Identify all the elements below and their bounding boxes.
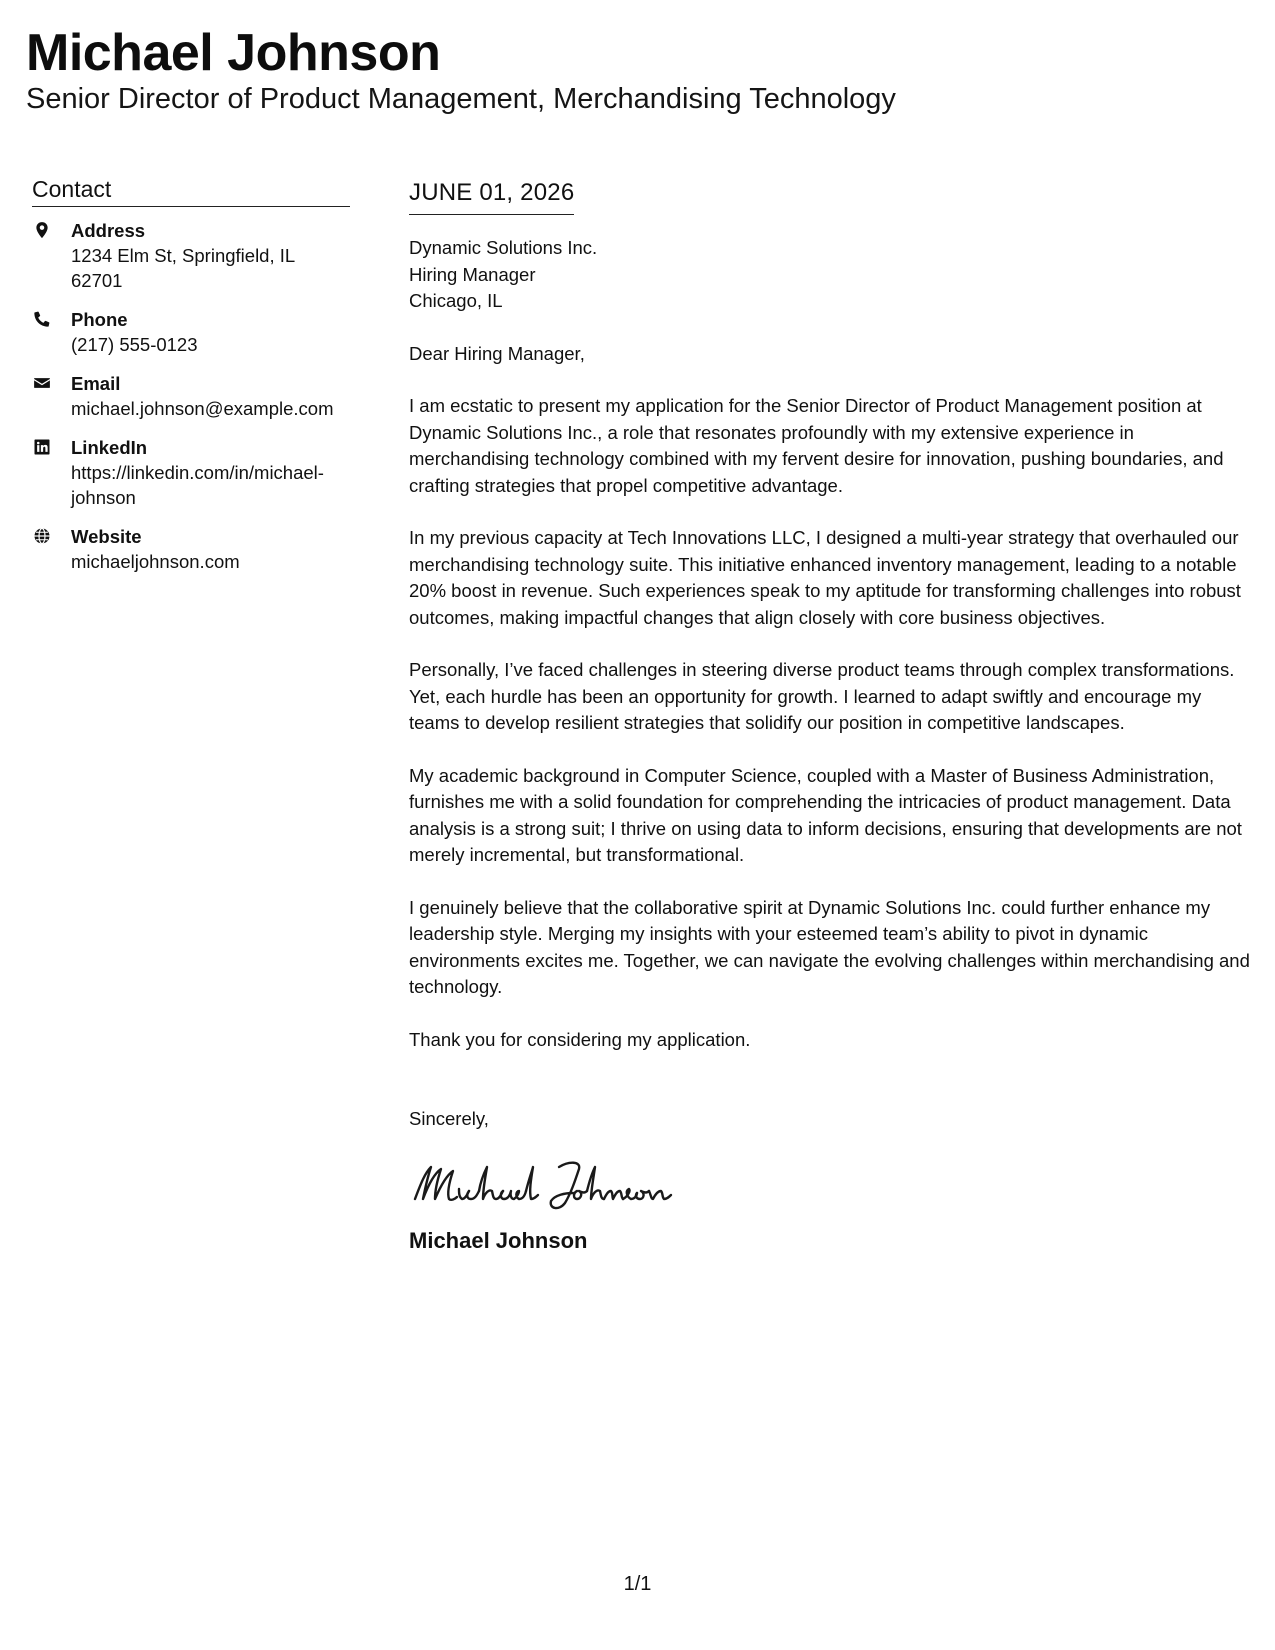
phone-icon [32,307,71,328]
contact-linkedin [32,435,350,510]
letter-header [26,22,1226,116]
recipient-location: Chicago, IL [409,290,503,311]
signer-name: Michael Johnson [409,1227,588,1253]
recipient-block [409,235,1254,315]
letter-body [409,178,1254,1255]
address-label: Address [71,220,146,241]
recipient-role: Hiring Manager [409,263,536,285]
paragraph-education: My academic background in Computer Science, coupled with a Master of Business Administration, furnishes me with a solid foundation for comprehending the intricacies of product management. Data analysis is a strong suit; I thrive on using data to inform decisions, ensuring that developments are not merely incremental, but transformational. [409,764,1242,865]
contact-heading: Contact [32,174,350,207]
address-value: 1234 Elm St, Springfield, IL 62701 [71,245,295,291]
linkedin-value[interactable]: https://linkedin.com/in/michael-johnson [71,462,324,508]
linkedin-label: LinkedIn [71,437,148,458]
paragraph-thanks: Thank you for considering my application. [409,1028,751,1050]
recipient-company: Dynamic Solutions Inc. [409,237,598,258]
contact-phone [32,307,350,357]
map-pin-icon [32,218,71,239]
paragraph-intro: I am ecstatic to present my application for the Senior Director of Product Management position at Dynamic Solutions Inc., a role that resonates profoundly with my extensive experience in merchandising technology combined with my fervent desire for innovation, pushing boundaries, and crafting strategies that propel competitive advantage. [409,395,1224,496]
contact-email [32,371,350,421]
linkedin-icon [32,435,71,456]
paragraph-culture: I genuinely believe that the collaborative spirit at Dynamic Solutions Inc. could further enhance my leadership style. Merging my insights with your esteemed team’s ability to pivot in dynamic environments excites me. Together, we can navigate the evolving challenges within merchandising and technology. [409,896,1250,997]
letter-date: JUNE 01, 2026 [409,179,575,206]
envelope-icon [32,371,71,392]
paragraph-challenges: Personally, I’ve faced challenges in steering diverse product teams through complex transformations. Yet, each hurdle has been an opportunity for growth. I learned to adapt swiftly and encourage my teams to develop resilient strategies that solidify our position in competitive landscapes. [409,659,1235,733]
closing: Sincerely, [409,1108,489,1129]
phone-value: (217) 555-0123 [71,334,198,355]
website-value[interactable]: michaeljohnson.com [71,551,240,572]
greeting: Dear Hiring Manager, [409,342,585,364]
applicant-name: Michael Johnson [26,24,441,82]
date-block [409,178,574,215]
email-value[interactable]: michael.johnson@example.com [71,398,334,419]
email-label: Email [71,373,121,394]
contact-website [32,524,350,574]
paragraph-experience: In my previous capacity at Tech Innovations LLC, I designed a multi-year strategy that overhauled our merchandising technology suite. This initiative enhanced inventory management, leading to a notable 20% boost in revenue. Such experiences speak to my aptitude for transforming challenges into robust outcomes, making impactful changes that align closely with core business objectives. [409,527,1241,628]
page-number: 1/1 [623,1573,652,1595]
contact-sidebar [32,174,350,588]
contact-address [32,218,350,293]
globe-icon [32,524,71,545]
phone-label: Phone [71,309,128,330]
handwritten-signature [409,1153,1254,1213]
applicant-title: Senior Director of Product Management, Merchandising Technology [26,83,896,115]
website-label: Website [71,526,142,547]
